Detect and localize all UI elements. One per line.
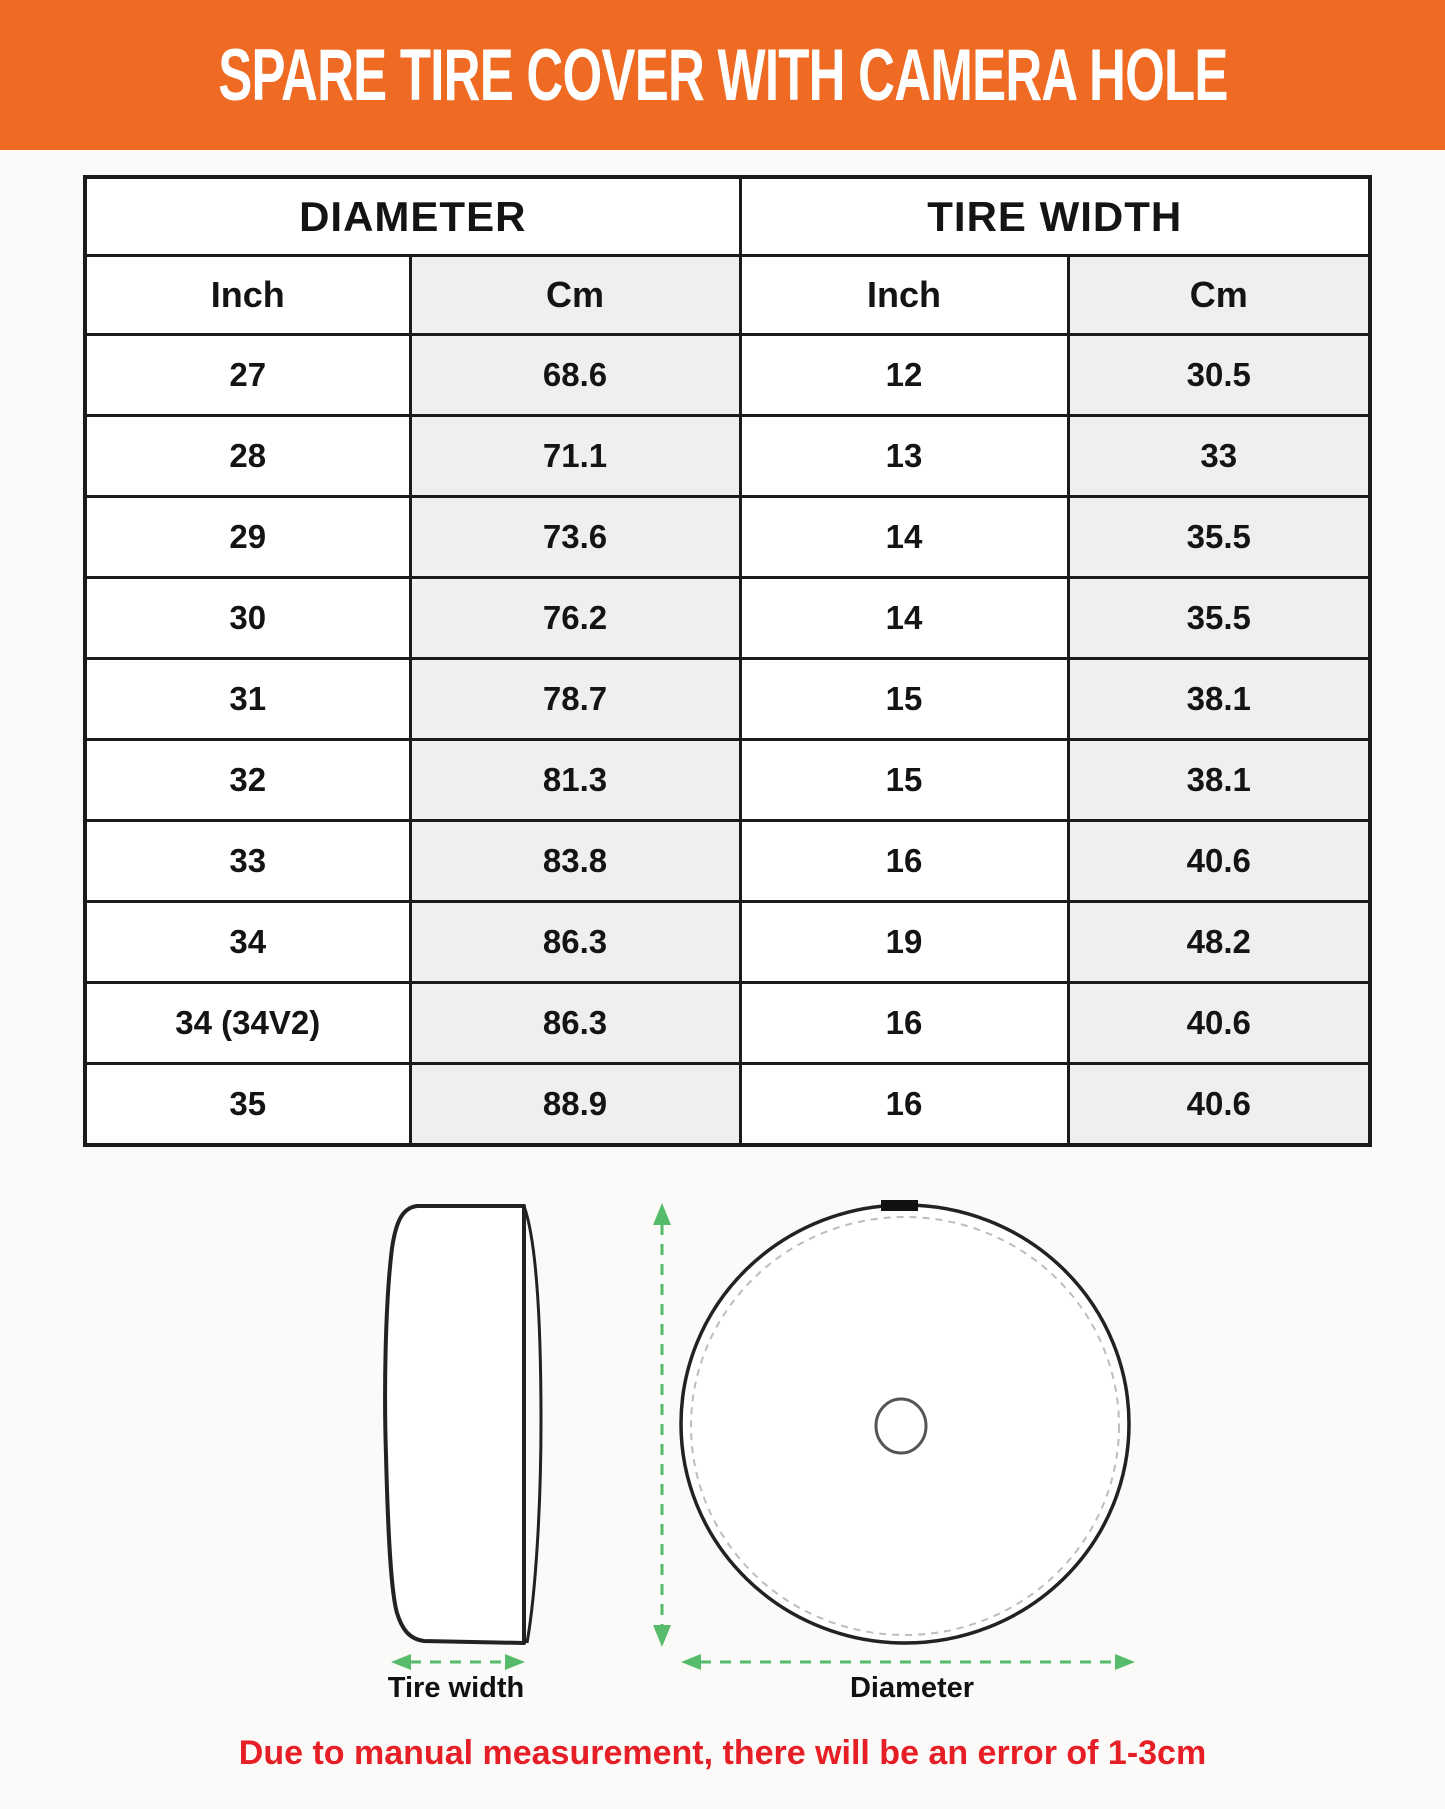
table-row <box>85 497 1370 578</box>
table-cell: 38.1 <box>1068 740 1370 821</box>
front-view-tire <box>681 1200 1129 1643</box>
table-cell: 78.7 <box>410 659 740 740</box>
table-cell: 15 <box>740 740 1068 821</box>
table-cell: 73.6 <box>410 497 740 578</box>
table-cell: 12 <box>740 335 1068 416</box>
table-cell: 33 <box>85 821 410 902</box>
side-view-outline <box>385 1206 524 1643</box>
group-header-tire-width: TIRE WIDTH <box>740 177 1370 256</box>
table-cell: 86.3 <box>410 902 740 983</box>
sub-header-row <box>85 256 1370 335</box>
page-title: SPARE TIRE COVER WITH CAMERA HOLE <box>217 33 1228 117</box>
measurement-error-note: Due to manual measurement, there will be an error of 1-3cm <box>238 1734 1207 1772</box>
table-cell: 34 <box>85 902 410 983</box>
sub-header-inch-diameter: Inch <box>85 256 410 335</box>
table-cell: 48.2 <box>1068 902 1370 983</box>
table-row <box>85 416 1370 497</box>
table-cell: 34 (34V2) <box>85 983 410 1064</box>
sub-header-inch-width: Inch <box>740 256 1068 335</box>
table-cell: 14 <box>740 497 1068 578</box>
table-cell: 83.8 <box>410 821 740 902</box>
sub-header-cm-width: Cm <box>1068 256 1370 335</box>
table-cell: 31 <box>85 659 410 740</box>
table-row <box>85 335 1370 416</box>
table-cell: 19 <box>740 902 1068 983</box>
table-cell: 13 <box>740 416 1068 497</box>
table-cell: 16 <box>740 1064 1068 1146</box>
table-row <box>85 659 1370 740</box>
table-cell: 29 <box>85 497 410 578</box>
table-cell: 40.6 <box>1068 983 1370 1064</box>
tire-width-arrow <box>391 1654 525 1670</box>
table-cell: 71.1 <box>410 416 740 497</box>
table-cell: 40.6 <box>1068 821 1370 902</box>
table-row <box>85 983 1370 1064</box>
table-row <box>85 902 1370 983</box>
table-cell: 68.6 <box>410 335 740 416</box>
table-cell: 35.5 <box>1068 578 1370 659</box>
table-row <box>85 1064 1370 1146</box>
size-table-body <box>85 335 1370 1146</box>
table-row <box>85 578 1370 659</box>
table-cell: 16 <box>740 983 1068 1064</box>
table-cell: 16 <box>740 821 1068 902</box>
diameter-vertical-arrow <box>653 1203 671 1647</box>
table-cell: 27 <box>85 335 410 416</box>
table-row <box>85 740 1370 821</box>
camera-hole <box>876 1399 926 1453</box>
table-cell: 81.3 <box>410 740 740 821</box>
table-cell: 38.1 <box>1068 659 1370 740</box>
table-cell: 14 <box>740 578 1068 659</box>
table-cell: 35.5 <box>1068 497 1370 578</box>
tire-diagram <box>0 1150 1445 1809</box>
table-cell: 15 <box>740 659 1068 740</box>
group-header-diameter: DIAMETER <box>85 177 740 256</box>
diameter-horizontal-arrow <box>681 1654 1135 1670</box>
sub-header-cm-diameter: Cm <box>410 256 740 335</box>
table-cell: 32 <box>85 740 410 821</box>
table-cell: 30 <box>85 578 410 659</box>
table-cell: 88.9 <box>410 1064 740 1146</box>
table-cell: 33 <box>1068 416 1370 497</box>
table-cell: 30.5 <box>1068 335 1370 416</box>
top-marker <box>881 1200 918 1211</box>
diameter-label: Diameter <box>849 1672 975 1704</box>
table-cell: 86.3 <box>410 983 740 1064</box>
table-cell: 35 <box>85 1064 410 1146</box>
size-table <box>83 175 1372 1147</box>
table-row <box>85 821 1370 902</box>
table-cell: 28 <box>85 416 410 497</box>
banner <box>0 0 1445 150</box>
side-view-sidewall-curve <box>524 1206 541 1643</box>
table-cell: 76.2 <box>410 578 740 659</box>
tire-width-label: Tire width <box>387 1672 525 1704</box>
side-view-tire <box>385 1206 541 1643</box>
table-cell: 40.6 <box>1068 1064 1370 1146</box>
group-header-row <box>85 177 1370 256</box>
